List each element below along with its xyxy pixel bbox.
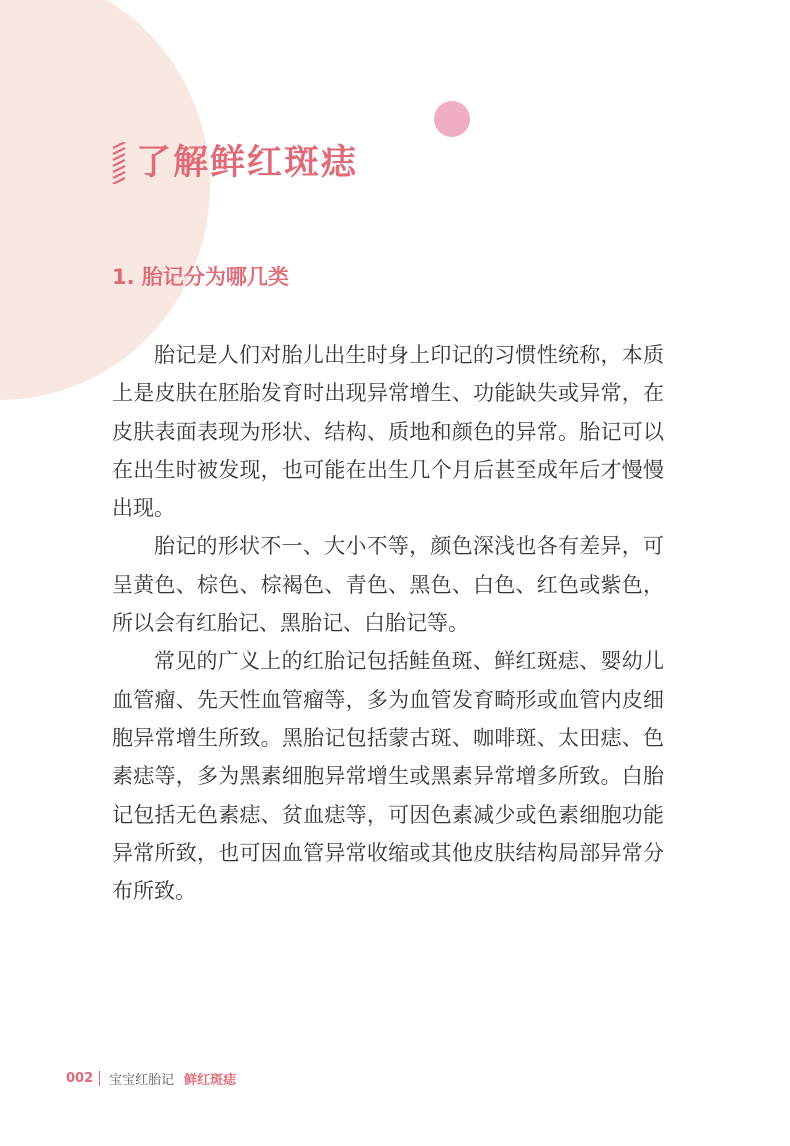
chapter-title: 了解鲜红斑痣 [136, 143, 359, 183]
body-text [112, 336, 664, 910]
footer-divider [99, 1071, 100, 1086]
section-heading: 1. 胎记分为哪几类 [112, 265, 289, 289]
chapter-title-row [112, 138, 358, 188]
book-title: 宝宝红胎记 [109, 1072, 175, 1088]
pink-dot-decoration [434, 101, 470, 137]
paragraph-2: 胎记的形状不一、大小不等，颜色深浅也各有差异，可呈黄色、棕色、棕褐色、青色、黑色、白色、红色或紫色，所以会有红胎记、黑胎记、白胎记等。 [112, 534, 664, 636]
book-subtitle: 鲜红斑痣 [184, 1072, 237, 1088]
paragraph-3: 常见的广义上的红胎记包括鲑鱼斑、鲜红斑痣、婴幼儿血管瘤、先天性血管瘤等，多为血管发育畸形或血管内皮细胞异常增生所致。黑胎记包括蒙古斑、咖啡斑、太田痣、色素痣等，多为黑素细胞异常增生或黑素异常增多所致。白胎记包括无色素痣、贫血痣等，可因色素减少或色素细胞功能异常所致，也可因血管异常收缩或其他皮肤结构局部异常分布所致。 [112, 649, 664, 904]
page-number: 002 [66, 1070, 94, 1086]
page-footer [66, 1067, 236, 1089]
striped-bar-icon [112, 142, 126, 184]
paragraph-1: 胎记是人们对胎儿出生时身上印记的习惯性统称，本质上是皮肤在胚胎发育时出现异常增生、功能缺失或异常，在皮肤表面表现为形状、结构、质地和颜色的异常。胎记可以在出生时被发现，也可能在出生几个月后甚至成年后才慢慢出现。 [112, 343, 664, 521]
